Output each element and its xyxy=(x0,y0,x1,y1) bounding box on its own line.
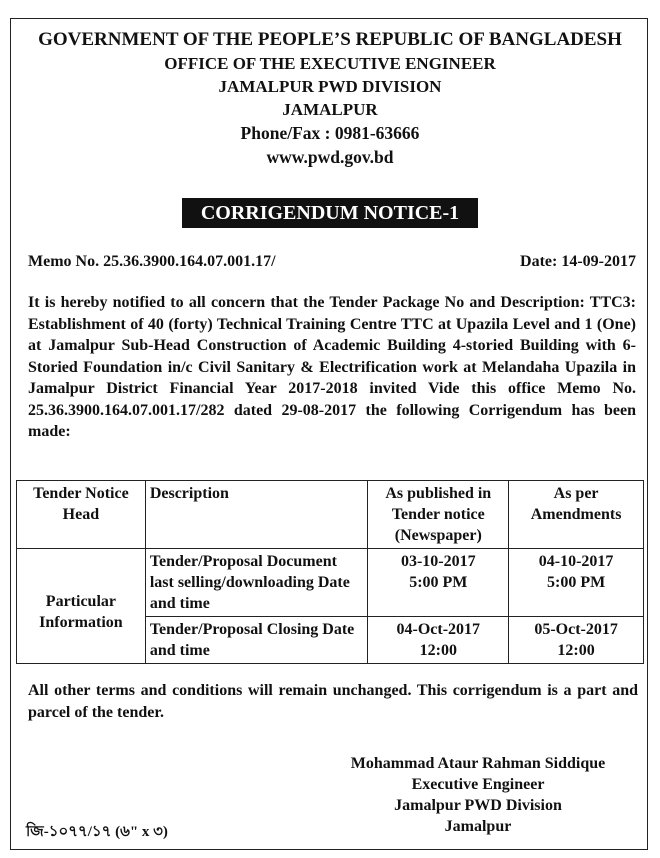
signatory-designation: Executive Engineer xyxy=(411,776,545,793)
table-row xyxy=(17,549,644,617)
row-description: Tender/Proposal Closing Date and time xyxy=(145,617,368,664)
website: www.pwd.gov.bd xyxy=(266,147,394,167)
notice-body: It is hereby notified to all concern that the Tender Package No and Description: TTC3: Establishment of 40 (forty) Technical Training Centre TTC at Upazila Level and 1 (One) at Jamalpur Sub-Head Construction of Academic Building 4-storied Building with 6-Storied Foundation in/c Civil Sanitary & Electrification work at Melandaha Upazila in Jamalpur District Financial Year 2017-2018 invited Vide this office Memo No. 25.36.3900.164.07.001.17/282 dated 29-08-2017 the following Corrigendum has been made: xyxy=(28,294,636,440)
corrigendum-table xyxy=(16,480,644,664)
signatory-office: Jamalpur PWD Division xyxy=(394,797,562,814)
header-tender-notice-head: Tender Notice Head xyxy=(17,481,146,549)
published-time: 12:00 xyxy=(419,642,457,659)
signatory-name: Mohammad Ataur Rahman Siddique xyxy=(350,755,606,772)
published-date: 04-Oct-2017 xyxy=(396,621,481,638)
notice-title: CORRIGENDUM NOTICE-1 xyxy=(182,198,478,228)
memo-number: Memo No. 25.36.3900.164.07.001.17/ xyxy=(28,253,276,270)
government-title: GOVERNMENT OF THE PEOPLE’S REPUBLIC OF BANGLADESH xyxy=(38,29,622,50)
row-amended-value xyxy=(509,617,644,664)
header-as-published: As published in Tender notice (Newspaper) xyxy=(368,481,509,549)
particular-information-label xyxy=(17,549,146,664)
amended-time: 12:00 xyxy=(557,642,595,659)
row-published-value xyxy=(368,617,509,664)
row-amended-value xyxy=(509,549,644,617)
phone-fax: Phone/Fax : 0981-63666 xyxy=(240,123,420,143)
row-description: Tender/Proposal Document last selling/downloading Date and time xyxy=(145,549,368,617)
signature-block xyxy=(318,753,638,837)
published-date: 03-10-2017 xyxy=(400,553,476,570)
notice-header xyxy=(0,28,660,169)
header-description: Description xyxy=(145,481,368,549)
amended-date: 05-Oct-2017 xyxy=(534,621,618,638)
advertisement-code: জি-১০৭৭/১৭ (৬" x ৩) xyxy=(26,824,168,840)
group-label-text: Particular Information xyxy=(39,593,123,631)
division-title: JAMALPUR PWD DIVISION xyxy=(218,77,442,96)
amended-time: 5:00 PM xyxy=(546,574,606,591)
published-time: 5:00 PM xyxy=(409,574,468,591)
header-as-per-amendments: As per Amendments xyxy=(509,481,644,549)
terms-note: All other terms and conditions will remain unchanged. This corrigendum is a part and parcel of the tender. xyxy=(28,682,638,721)
row-published-value xyxy=(368,549,509,617)
table-header-row xyxy=(17,481,644,549)
amended-date: 04-10-2017 xyxy=(538,553,614,570)
office-title: OFFICE OF THE EXECUTIVE ENGINEER xyxy=(164,54,496,73)
memo-date: Date: 14-09-2017 xyxy=(520,253,636,270)
signatory-place: Jamalpur xyxy=(444,818,512,835)
district-title: JAMALPUR xyxy=(282,100,378,119)
